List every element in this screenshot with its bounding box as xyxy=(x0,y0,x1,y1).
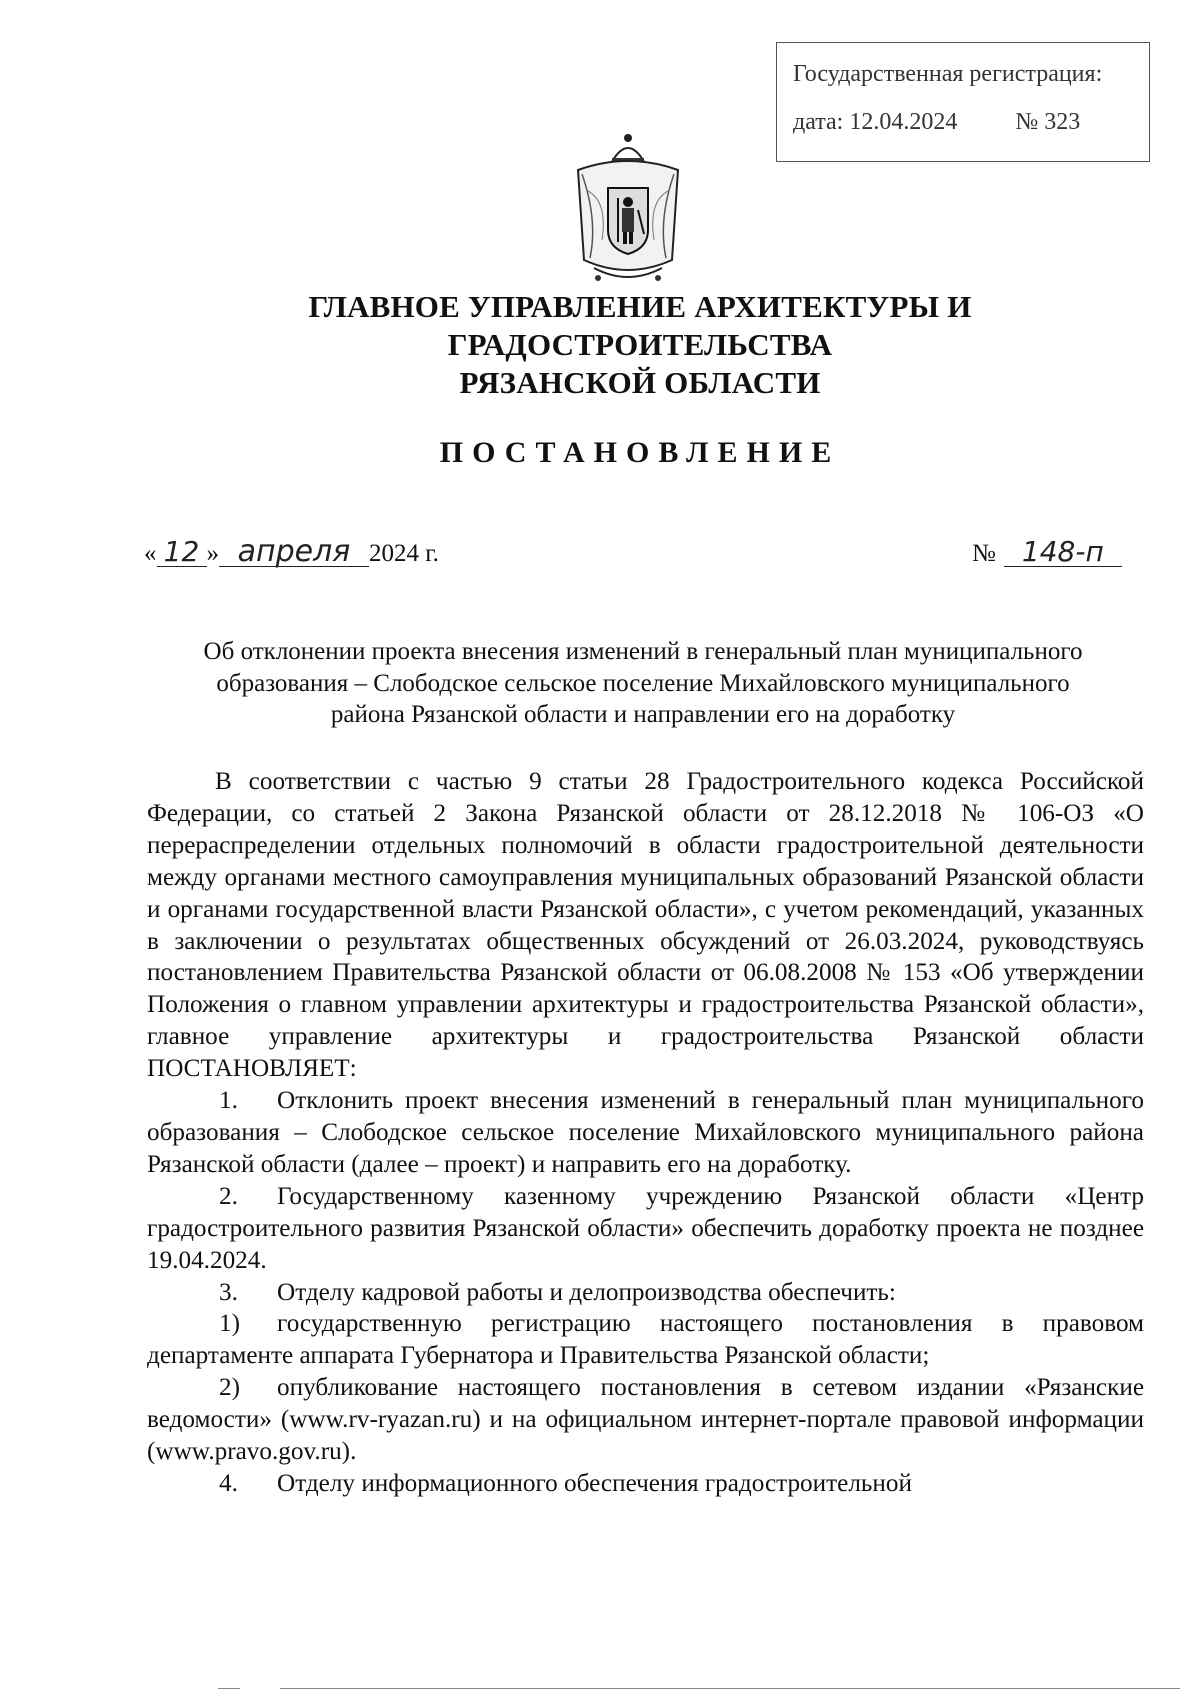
item-text: опубликование настоящего постановления в сетевом издании «Рязанские ведомости» (www.rv-ryazan.ru) и на официальном интернет-портале правовой информации (www.pravo.gov.ru). xyxy=(147,1374,1144,1466)
coat-of-arms-icon xyxy=(568,130,688,290)
item-label: 3. xyxy=(219,1278,238,1306)
date-month-handwritten: апреля xyxy=(219,538,369,567)
footer-divider-short xyxy=(218,1688,240,1689)
registration-stamp xyxy=(776,42,1150,162)
number-handwritten: 148-п xyxy=(1004,538,1122,567)
item-text: Государственному казенному учреждению Рязанской области «Центр градостроительного развития Рязанской области» обеспечить доработку проекта не позднее 19.04.2024. xyxy=(147,1182,1144,1274)
item-label: 2. xyxy=(219,1182,238,1210)
registration-details xyxy=(793,109,1080,136)
registration-number: № 323 xyxy=(1015,109,1081,135)
organization-line-1: ГЛАВНОЕ УПРАВЛЕНИЕ АРХИТЕКТУРЫ И ГРАДОСТРОИТЕЛЬСТВА xyxy=(308,289,972,362)
preamble-paragraph: В соответствии с частью 9 статьи 28 Градостроительного кодекса Российской Федерации, со статьей 2 Закона Рязанской области от 28.12.2018 № 106-ОЗ «О перераспределении отдельных полномочий в области градостроительной деятельности между органами местного самоуправления муниципальных образований Рязанской области и органами государственной власти Рязанской области», с учетом рекомендаций, указанных в заключении о результатах общественных обсуждений от 26.03.2024, руководствуясь постановлением Правительства Рязанской области от 06.08.2008 № 153 «Об утверждении Положения о главном управлении архитектуры и градостроительства Рязанской области», главное управление архитектуры и градостроительства Рязанской области ПОСТАНОВЛЯЕТ: xyxy=(147,768,1144,1083)
registration-title: Государственная регистрация: xyxy=(793,61,1103,87)
item-text: Отделу информационного обеспечения градостроительной xyxy=(277,1469,912,1497)
list-item xyxy=(147,1372,1144,1468)
item-label: 1. xyxy=(219,1087,238,1115)
number-sign: № xyxy=(972,540,996,567)
list-item xyxy=(147,1181,1144,1277)
document-body xyxy=(147,766,1144,1500)
organization-line-2: РЯЗАНСКОЙ ОБЛАСТИ xyxy=(459,365,821,400)
document-subject xyxy=(150,636,1136,731)
footer-divider xyxy=(280,1688,1180,1689)
date-close-quote: » xyxy=(206,540,219,567)
document-number xyxy=(972,535,1122,568)
registration-date: дата: 12.04.2024 xyxy=(793,109,958,135)
organization-name xyxy=(140,288,1140,402)
item-label: 4. xyxy=(219,1469,238,1497)
subject-line-3: района Рязанской области и направлении его на доработку xyxy=(330,701,956,728)
list-item xyxy=(147,1277,1144,1309)
item-text: Отклонить проект внесения изменений в генеральный план муниципального образования – Слободское сельское поселение Михайловского муниципального района Рязанской области (далее – проект) и направить его на доработку. xyxy=(147,1087,1144,1178)
date-day-handwritten: 12 xyxy=(157,538,207,567)
subject-line-1: Об отклонении проекта внесения изменений в генеральный план муниципального xyxy=(203,638,1083,665)
item-label: 1) xyxy=(219,1310,240,1338)
item-label: 2) xyxy=(219,1374,240,1402)
list-item xyxy=(147,1308,1144,1372)
date-year: 2024 г. xyxy=(369,540,439,567)
item-text: государственную регистрацию настоящего постановления в правовом департаменте аппарата Губернатора и Правительства Рязанской области; xyxy=(147,1310,1144,1370)
document-date xyxy=(144,534,439,569)
list-item xyxy=(147,1468,1144,1500)
date-open-quote: « xyxy=(144,540,157,567)
list-item xyxy=(147,1085,1144,1181)
subject-line-2: образования – Слободское сельское поселение Михайловского муниципального xyxy=(216,669,1070,697)
item-text: Отделу кадровой работы и делопроизводства обеспечить: xyxy=(277,1278,896,1306)
document-type: ПОСТАНОВЛЕНИЕ xyxy=(439,436,841,469)
